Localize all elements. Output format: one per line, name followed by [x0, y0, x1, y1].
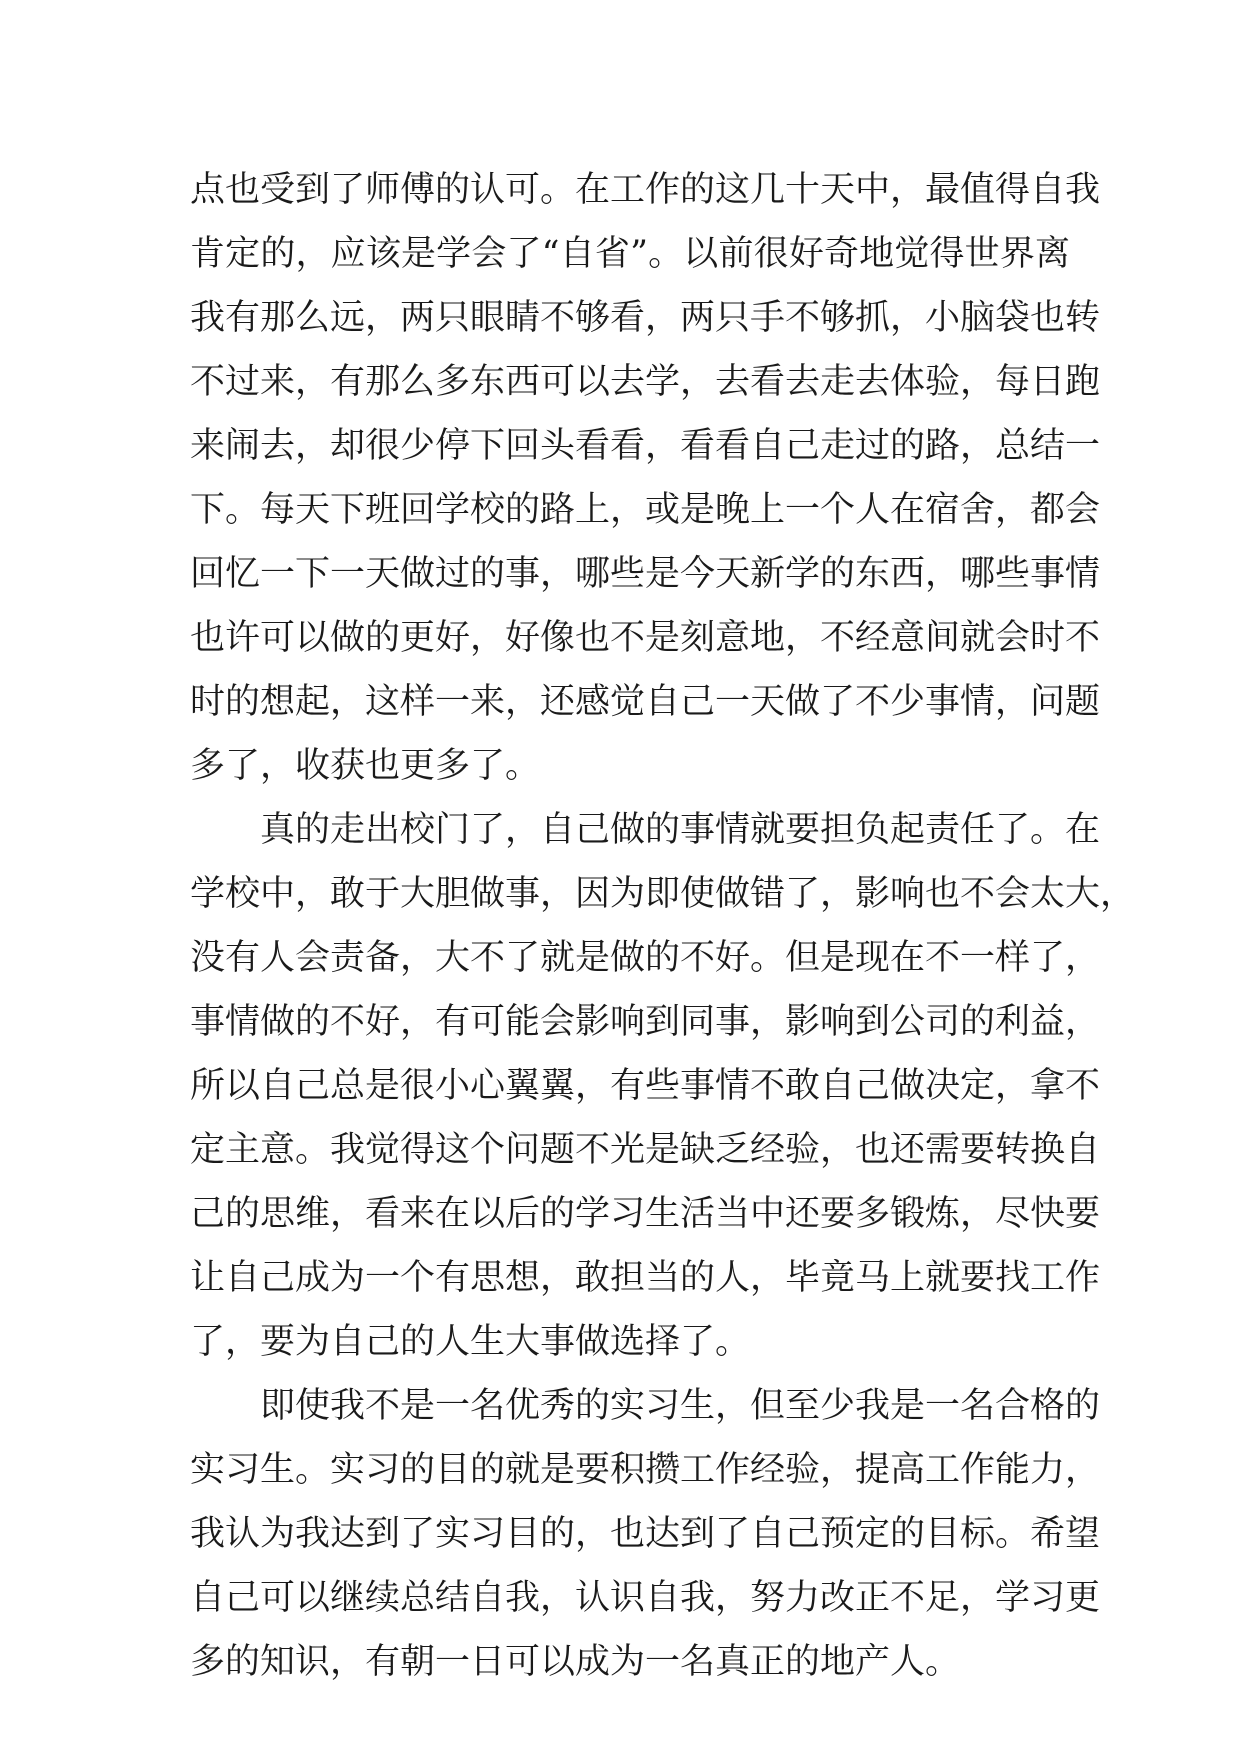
- text-line: 实习生。实习的目的就是要积攒工作经验，提高工作能力，: [190, 1450, 1101, 1490]
- text-line: 让自己成为一个有思想，敢担当的人，毕竟马上就要找工作: [190, 1258, 1101, 1298]
- text-line: 来闹去，却很少停下回头看看，看看自己走过的路，总结一: [190, 426, 1101, 466]
- text-line: 学校中，敢于大胆做事，因为即使做错了，影响也不会太大，: [190, 874, 1136, 914]
- text-line: 也许可以做的更好，好像也不是刻意地，不经意间就会时不: [190, 618, 1101, 658]
- text-line: 不过来，有那么多东西可以去学，去看去走去体验，每日跑: [190, 362, 1101, 402]
- text-line: 己的思维，看来在以后的学习生活当中还要多锻炼，尽快要: [190, 1194, 1101, 1234]
- text-line: 时的想起，这样一来，还感觉自己一天做了不少事情，问题: [190, 682, 1101, 722]
- paragraph-1: [190, 158, 1101, 798]
- text-line: 点也受到了师傅的认可。在工作的这几十天中，最值得自我: [190, 170, 1101, 210]
- paragraph-2: [190, 798, 1136, 1374]
- paragraph-3: [190, 1374, 1101, 1694]
- text-line: 多了，收获也更多了。: [190, 746, 541, 786]
- text-line: 事情做的不好，有可能会影响到同事，影响到公司的利益，: [190, 1002, 1101, 1042]
- body-text: [190, 158, 1136, 1694]
- text-line: 我认为我达到了实习目的，也达到了自己预定的目标。希望: [190, 1514, 1101, 1554]
- text-line: 所以自己总是很小心翼翼，有些事情不敢自己做决定，拿不: [190, 1066, 1101, 1106]
- text-line: 没有人会责备，大不了就是做的不好。但是现在不一样了，: [190, 938, 1101, 978]
- text-line: 定主意。我觉得这个问题不光是缺乏经验，也还需要转换自: [190, 1130, 1101, 1170]
- text-line: 下。每天下班回学校的路上，或是晚上一个人在宿舍，都会: [190, 490, 1101, 530]
- text-line: 多的知识，有朝一日可以成为一名真正的地产人。: [190, 1642, 961, 1682]
- text-line: 肯定的，应该是学会了“自省”。以前很好奇地觉得世界离: [190, 234, 1070, 274]
- text-line: 自己可以继续总结自我，认识自我，努力改正不足，学习更: [190, 1578, 1101, 1618]
- text-line: 即使我不是一名优秀的实习生，但至少我是一名合格的: [260, 1386, 1101, 1426]
- text-line: 回忆一下一天做过的事，哪些是今天新学的东西，哪些事情: [190, 554, 1101, 594]
- text-line: 了，要为自己的人生大事做选择了。: [190, 1322, 751, 1362]
- text-line: 我有那么远，两只眼睛不够看，两只手不够抓，小脑袋也转: [190, 298, 1101, 338]
- text-line: 真的走出校门了，自己做的事情就要担负起责任了。在: [260, 810, 1101, 850]
